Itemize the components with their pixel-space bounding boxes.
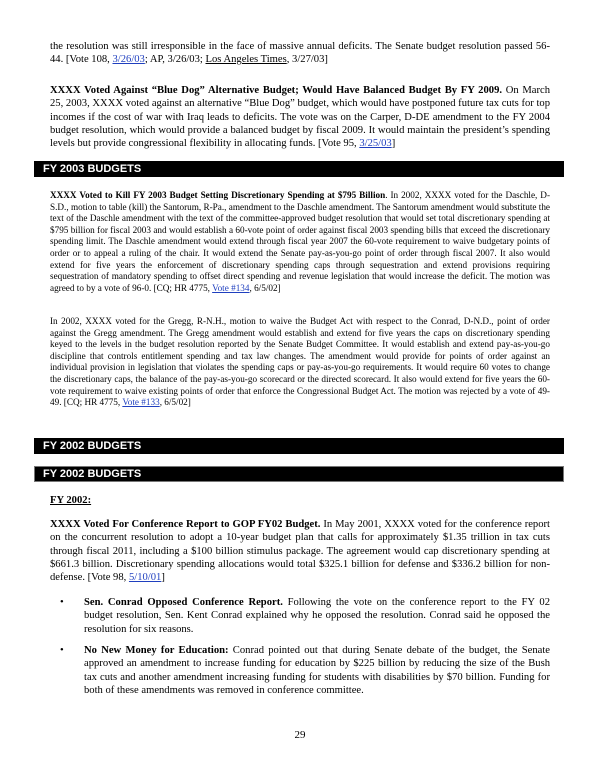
bullet-icon: • — [60, 597, 64, 608]
fy2002-label: FY 2002: — [50, 495, 92, 506]
page-number: 29 — [294, 729, 306, 741]
paragraph-heading: XXXX Voted Against “Blue Dog” Alternative Budget; Would Have Balanced Budget By FY 2009. — [50, 85, 503, 96]
bullet-icon: • — [60, 645, 64, 656]
vote-link[interactable]: Vote #134 — [212, 282, 250, 293]
section-header-fy2003: FY 2003 BUDGETS — [34, 161, 564, 177]
blue-dog-paragraph: XXXX Voted Against “Blue Dog” Alternative Budget; Would Have Balanced Budget By FY 2009. On March 25, 2003, XXXX voted against an alternative “Blue Dog” budget, which would have postponed future tax cuts for top incomes if the cost of war with Iraq leads to deficits. The vote was on the Carper, D-DE amendment to the FY 2004 budget resolution, which would provide a balanced budget by fiscal 2009. It would maintain the president’s spending levels but provide congressional flexibility in allocating funds. [Vote 95, 3/25/03] — [50, 85, 550, 150]
section-header-fy2002: FY 2002 BUDGETS — [34, 438, 564, 454]
paragraph-heading: No New Money for Education: — [84, 645, 229, 656]
section-header-fy2002-sub: FY 2002 BUDGETS — [34, 466, 564, 482]
paragraph-heading: XXXX Voted to Kill FY 2003 Budget Setting Discretionary Spending at $795 Billion — [50, 190, 386, 200]
gregg-paragraph: In 2002, XXXX voted for the Gregg, R-N.H., motion to waive the Budget Act with respect to the Conrad, D-N.D., point of order against the Gregg amendment. The Gregg amendment would establish and extend for five years the caps on discretionary spending keyed to the levels in the budget resolution reported by the Senate Budget Committee. It would establish and extend pay-as-you-go discipline that controls entitlement spending and tax law changes. The amendment would provide for points of order against an individual provision in legislation that violates the spending caps or pay-as-you-go requirements. It would require 60 votes to change the discretionary caps, the balance of the pay-as-you-go scorecard or the directed scorecard. It also would extend for five years the 60-vote requirement to waive existing points of order that enforce the Congressional Budget Act. The motion was rejected by a vote of 49-49. [CQ; HR 4775, Vote #133, 6/5/02] — [50, 316, 550, 408]
kill-fy2003-paragraph: XXXX Voted to Kill FY 2003 Budget Setting Discretionary Spending at $795 Billion. In 2002, XXXX voted for the Daschle, D-S.D., motion to table (kill) the Santorum, R-Pa., amendment to the Daschle amendment. The Santorum amendment would substitute the text of the Daschle amendment with the text of the committee-approved budget resolution that would set total discretionary spending at $795 billion for fiscal 2003 and would establish a 60-vote point of order against fiscal 2003 spending bills that exceed the discretionary spending limit. The Daschle amendment would extend through fiscal year 2007 the 60-vote requirement to waive budgetary points of order or to appeal a ruling of the chair. It would extend the Senate pay-as-you-go point of order through fiscal 2007. It also would extend for five years the enforcement of discretionary spending caps through sequestration and extend provisions requiring sequestration of mandatory spending to offset direct spending and revenue legislation that would increase the deficit. The motion was agreed to by a vote of 96-0. [CQ; HR 4775, Vote #134, 6/5/02] — [50, 190, 551, 293]
list-item: • No New Money for Education: Conrad pointed out that during Senate debate of the budget, the Senate approved an amendment to increase funding for education by $225 billion by reducing the size of the Bush tax cuts and another amendment increasing funding for students with disabilities by $70 billion. Funding for both of these amendments was removed in conference committee. — [60, 645, 550, 696]
source-citation: Los Angeles Times — [205, 54, 287, 66]
vote-link[interactable]: 5/10/01 — [128, 572, 162, 584]
list-item: • Sen. Conrad Opposed Conference Report. Following the vote on the conference report to the FY 02 budget resolution, Sen. Kent Conrad explained why he opposed the resolution. Conrad said he opposed the resolution for six reasons. — [60, 597, 550, 635]
intro-paragraph: the resolution was still irresponsible in the face of massive annual deficits. The Senate budget resolution passed 56-44. [Vote 108, 3/26/03; AP, 3/26/03; Los Angeles Times, 3/27/03] — [50, 41, 550, 66]
intro-text: the resolution was still irresponsible in the face of massive annual deficits. The Senate budget resolution passed 56-44. [Vote 108, — [50, 41, 550, 66]
vote-link[interactable]: Vote #133 — [122, 397, 160, 408]
conference-paragraph: XXXX Voted For Conference Report to GOP FY02 Budget. In May 2001, XXXX voted for the conference report on the concurrent resolution to adopt a 10-year budget plan that calls for approximately $1.35 trillion in tax cuts through fiscal 2011, including a $100 billion stimulus package. The agreement would cap discretionary spending at $661.3 billion. Discretionary spending allocations would total $325.1 billion for defense and $336.2 billion for non-defense. [Vote 98, 5/10/01] — [50, 519, 550, 584]
paragraph-heading: XXXX Voted For Conference Report to GOP FY02 Budget. — [50, 519, 321, 530]
vote-link[interactable]: 3/25/03 — [359, 138, 392, 150]
paragraph-heading: Sen. Conrad Opposed Conference Report. — [84, 597, 283, 608]
vote-link[interactable]: 3/26/03 — [112, 54, 145, 66]
